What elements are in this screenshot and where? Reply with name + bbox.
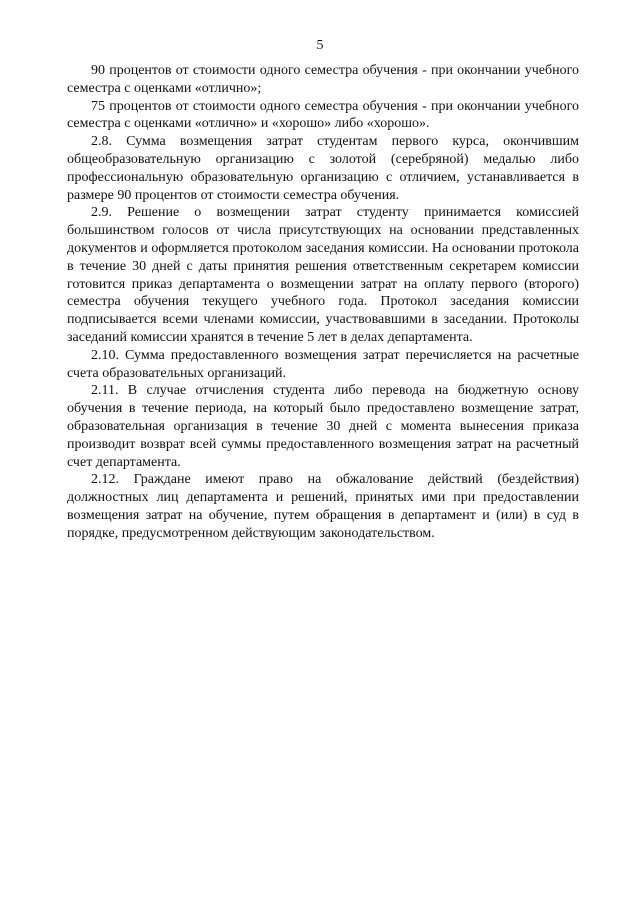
paragraph-2-11: 2.11. В случае отчисления студента либо перевода на бюджетную основу обучения в течение периода, на который было предоставлено возмещение затрат, образовательная организация в течение 30 дней с момента вынесения приказа производит возврат всей суммы предоставленного возмещения затрат на расчетный счет департамента. (67, 383, 579, 470)
page-number: 5 (316, 38, 324, 53)
document-body (67, 62, 579, 543)
paragraph-2-10: 2.10. Сумма предоставленного возмещения затрат перечисляется на расчетные счета образовательных организаций. (67, 347, 579, 381)
paragraph-2-9: 2.9. Решение о возмещении затрат студенту принимается комиссией большинством голосов от числа присутствующих на основании представленных документов и оформляется протоколом заседания комиссии. На основании протокола в течение 30 дней с даты принятия решения ответственным секретарем комиссии готовится приказ департамента о возмещении затрат на оплату первого (второго) семестра обучения текущего учебного года. Протокол заседания комиссии подписывается всеми членами комиссии, участвовавшими в заседании. Протоколы заседаний комиссии хранятся в течение 5 лет в делах департамента. (67, 205, 579, 345)
paragraph-90-percent: 90 процентов от стоимости одного семестра обучения - при окончании учебного семестра с оценками «отлично»; (67, 63, 579, 96)
paragraph-2-12: 2.12. Граждане имеют право на обжалование действий (бездействия) должностных лиц департамента и решений, принятых ими при предоставлении возмещения затрат на обучение, путем обращения в департамент и (или) в суд в порядке, предусмотренном действующим законодательством. (67, 472, 579, 541)
paragraph-75-percent: 75 процентов от стоимости одного семестра обучения - при окончании учебного семестра с оценками «отлично» и «хорошо» либо «хорошо». (67, 98, 579, 132)
paragraph-2-8: 2.8. Сумма возмещения затрат студентам первого курса, окончившим общеобразовательную организацию с золотой (серебряной) медалью либо профессиональную образовательную организацию с отличием, устанавливается в размере 90 процентов от стоимости семестра обучения. (67, 134, 579, 203)
